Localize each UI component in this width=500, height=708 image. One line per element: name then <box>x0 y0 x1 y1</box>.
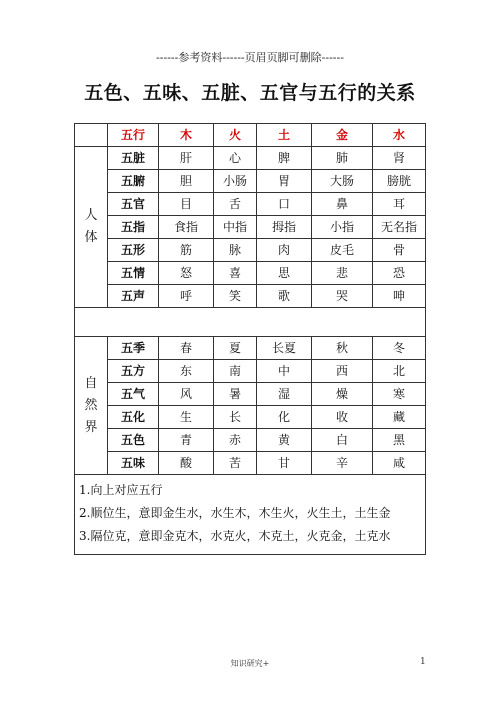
row-label-cell: 五色 <box>108 429 159 452</box>
five-elements-table <box>74 123 426 555</box>
group-label-char: 界 <box>84 419 98 435</box>
table-cell: 苦 <box>214 452 257 475</box>
table-cell: 黄 <box>257 429 312 452</box>
table-cell: 燥 <box>312 383 373 406</box>
table-cell: 胆 <box>159 170 214 193</box>
row-label-cell: 五化 <box>108 406 159 429</box>
group-label-char: 体 <box>84 230 98 245</box>
table-row <box>75 360 426 383</box>
table-header-row <box>75 124 426 147</box>
table-cell: 化 <box>257 406 312 429</box>
page-number: 1 <box>420 657 426 667</box>
group-label-cell <box>75 147 108 308</box>
table-cell: 肺 <box>312 147 373 170</box>
table-cell: 小指 <box>312 216 373 239</box>
row-label-cell: 五季 <box>108 337 159 360</box>
table-cell: 东 <box>159 360 214 383</box>
header-cell: 木 <box>159 124 214 147</box>
spacer-cell <box>75 308 426 337</box>
table-cell: 大肠 <box>312 170 373 193</box>
row-label-cell: 五脏 <box>108 147 159 170</box>
header-cell: 五行 <box>108 124 159 147</box>
table-row <box>75 337 426 360</box>
table-cell: 舌 <box>214 193 257 216</box>
table-row <box>75 406 426 429</box>
header-cell: 火 <box>214 124 257 147</box>
row-label-cell: 五气 <box>108 383 159 406</box>
table-cell: 收 <box>312 406 373 429</box>
header-note: ------参考资料------页眉页脚可删除------ <box>156 51 344 64</box>
row-label-cell: 五指 <box>108 216 159 239</box>
table-cell: 风 <box>159 383 214 406</box>
table-row <box>75 429 426 452</box>
table-cell: 怒 <box>159 262 214 285</box>
group-label-char: 然 <box>84 397 98 413</box>
row-label-cell: 五方 <box>108 360 159 383</box>
table-cell: 中指 <box>214 216 257 239</box>
group-label-cell <box>75 337 108 475</box>
table-cell: 肝 <box>159 147 214 170</box>
header-cell: 金 <box>312 124 373 147</box>
table-row <box>75 239 426 262</box>
row-label-cell: 五形 <box>108 239 159 262</box>
table-cell: 北 <box>373 360 426 383</box>
table-cell: 赤 <box>214 429 257 452</box>
table-cell: 呼 <box>159 285 214 308</box>
table-row <box>75 285 426 308</box>
table-row <box>75 170 426 193</box>
table-cell: 思 <box>257 262 312 285</box>
table-cell: 哭 <box>312 285 373 308</box>
table-cell: 春 <box>159 337 214 360</box>
table-cell: 肾 <box>373 147 426 170</box>
footer-text: 知识研究+ <box>230 659 270 668</box>
table-cell: 目 <box>159 193 214 216</box>
table-cell: 咸 <box>373 452 426 475</box>
table-cell: 耳 <box>373 193 426 216</box>
table-cell: 暑 <box>214 383 257 406</box>
corner-cell <box>75 124 108 147</box>
table-cell: 长夏 <box>257 337 312 360</box>
table-row <box>75 193 426 216</box>
row-label-cell: 五情 <box>108 262 159 285</box>
table-cell: 小肠 <box>214 170 257 193</box>
table-cell: 湿 <box>257 383 312 406</box>
table-cell: 脉 <box>214 239 257 262</box>
table-cell: 藏 <box>373 406 426 429</box>
note-line: 1.向上对应五行 <box>79 483 163 497</box>
note-line: 2.顺位生，意即金生水，水生木，木生火，火生土，土生金 <box>79 506 391 520</box>
table-cell: 皮毛 <box>312 239 373 262</box>
table-cell: 秋 <box>312 337 373 360</box>
table-row <box>75 383 426 406</box>
table-cell: 无名指 <box>373 216 426 239</box>
table-cell: 南 <box>214 360 257 383</box>
table-cell: 喜 <box>214 262 257 285</box>
table-cell: 胃 <box>257 170 312 193</box>
table-cell: 恐 <box>373 262 426 285</box>
table-cell: 生 <box>159 406 214 429</box>
table-cell: 辛 <box>312 452 373 475</box>
page-title: 五色、五味、五脏、五官与五行的关系 <box>84 82 416 104</box>
table-cell: 中 <box>257 360 312 383</box>
table-cell: 悲 <box>312 262 373 285</box>
group-label-char: 人 <box>84 208 98 223</box>
notes-row <box>75 475 426 555</box>
table-cell: 西 <box>312 360 373 383</box>
row-label-cell: 五味 <box>108 452 159 475</box>
table-cell: 寒 <box>373 383 426 406</box>
table-cell: 拇指 <box>257 216 312 239</box>
header-cell: 水 <box>373 124 426 147</box>
table-cell: 冬 <box>373 337 426 360</box>
notes-cell <box>75 475 426 555</box>
table-row <box>75 216 426 239</box>
table-cell: 食指 <box>159 216 214 239</box>
header-cell: 土 <box>257 124 312 147</box>
table-row <box>75 452 426 475</box>
row-label-cell: 五官 <box>108 193 159 216</box>
table-cell: 长 <box>214 406 257 429</box>
table-cell: 心 <box>214 147 257 170</box>
row-label-cell: 五声 <box>108 285 159 308</box>
table-cell: 肉 <box>257 239 312 262</box>
table-cell: 甘 <box>257 452 312 475</box>
table-cell: 黑 <box>373 429 426 452</box>
table-cell: 白 <box>312 429 373 452</box>
table-cell: 膀胱 <box>373 170 426 193</box>
table-row <box>75 147 426 170</box>
table-cell: 呻 <box>373 285 426 308</box>
table-cell: 夏 <box>214 337 257 360</box>
table-cell: 酸 <box>159 452 214 475</box>
row-label-cell: 五腑 <box>108 170 159 193</box>
note-line: 3.隔位克，意即金克木，水克火，木克土，火克金，土克水 <box>79 529 391 543</box>
table-cell: 口 <box>257 193 312 216</box>
spacer-row <box>75 308 426 337</box>
table-row <box>75 262 426 285</box>
table-cell: 骨 <box>373 239 426 262</box>
group-label-char: 自 <box>84 375 98 391</box>
table-cell: 笑 <box>214 285 257 308</box>
table-cell: 青 <box>159 429 214 452</box>
table-cell: 脾 <box>257 147 312 170</box>
table-cell: 歌 <box>257 285 312 308</box>
table-cell: 筋 <box>159 239 214 262</box>
table-cell: 鼻 <box>312 193 373 216</box>
